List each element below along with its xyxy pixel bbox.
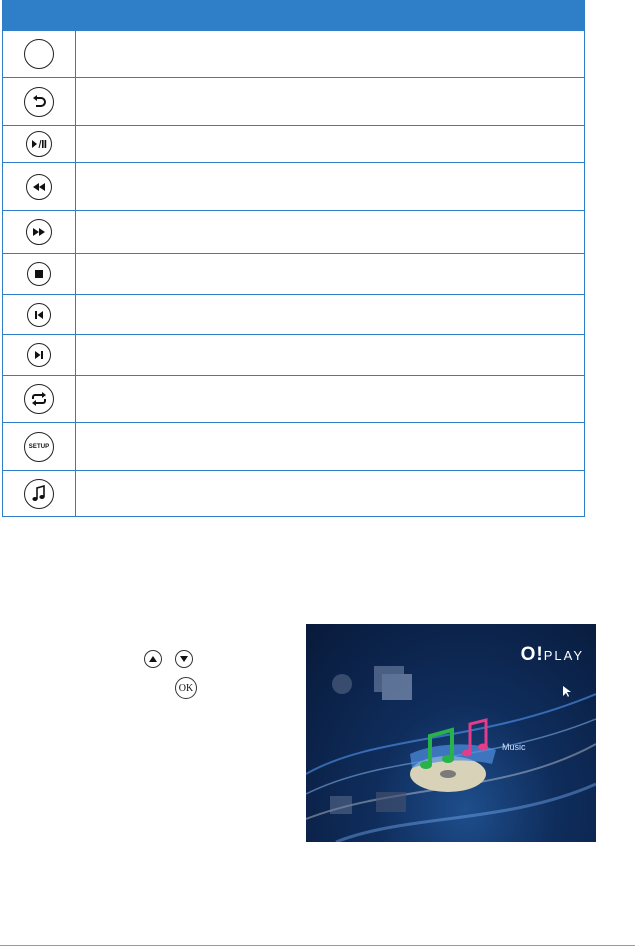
stop-icon: [27, 262, 51, 286]
table-header: [3, 0, 584, 30]
table-row: [3, 30, 584, 77]
table-row: [3, 77, 584, 125]
table-row: [3, 334, 584, 375]
fast-forward-icon: [26, 219, 52, 245]
table-row: [3, 125, 584, 162]
cursor-icon: [563, 686, 571, 697]
repeat-icon: [24, 384, 54, 414]
oplay-screenshot: [306, 624, 596, 842]
rewind-icon: [26, 174, 52, 200]
up-arrow-icon: [144, 650, 162, 668]
file-icon: [330, 796, 352, 814]
setup-label: SETUP: [28, 443, 50, 450]
previous-icon: [27, 303, 51, 327]
play-pause-icon: [26, 131, 52, 157]
ok-button-icon: [175, 677, 197, 699]
music-icon: [24, 479, 54, 509]
music-menu-label: Music: [502, 742, 526, 752]
table-row: [3, 294, 584, 334]
table-row: [3, 375, 584, 422]
setup-icon: [24, 432, 54, 462]
next-icon: [27, 343, 51, 367]
movie-icon: [376, 792, 406, 812]
table-row: [3, 253, 584, 294]
footer-divider: [0, 945, 635, 946]
table-row: [3, 422, 584, 470]
table-row: [3, 470, 584, 517]
oplay-logo: O!PLAY: [520, 644, 584, 665]
globe-icon: [332, 674, 352, 694]
ok-label: OK: [178, 682, 194, 694]
remote-buttons-table: [2, 0, 585, 517]
table-row: [3, 210, 584, 253]
down-arrow-icon: [175, 650, 193, 668]
photo-icon: [374, 666, 412, 700]
table-row: [3, 162, 584, 210]
back-icon: [24, 87, 54, 117]
blank-button-icon: [24, 39, 54, 69]
